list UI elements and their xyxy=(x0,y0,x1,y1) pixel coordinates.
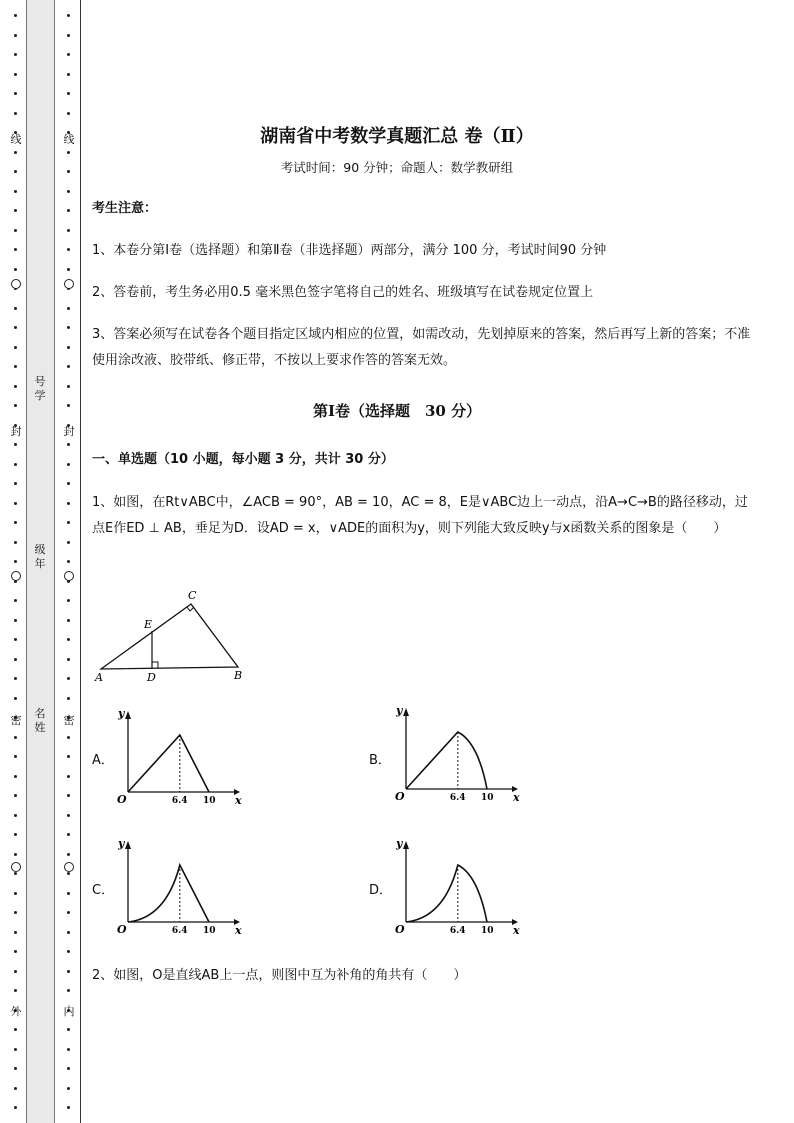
option-c-label[interactable]: C． xyxy=(92,883,115,898)
option-b-label[interactable]: B． xyxy=(369,753,391,768)
outer-label-seal: 封 xyxy=(10,425,22,438)
margin-dot xyxy=(14,53,17,56)
margin-dot xyxy=(14,814,17,817)
margin-dot xyxy=(67,775,70,778)
exam-info: 考试时间：90 分钟；命题人：数学教研组 xyxy=(280,160,514,175)
circle-mark xyxy=(64,571,74,581)
margin-dot xyxy=(67,112,70,115)
margin-dot xyxy=(14,677,17,680)
option-d-graph[interactable] xyxy=(392,835,522,940)
margin-dot xyxy=(67,970,70,973)
margin-dot xyxy=(14,970,17,973)
tick-label-peak: 6.4 xyxy=(171,796,188,806)
margin-dot xyxy=(67,736,70,739)
circle-mark xyxy=(11,862,21,872)
y-axis-label: y xyxy=(396,837,403,850)
y-axis-label: y xyxy=(396,704,403,717)
option-a-graph[interactable] xyxy=(114,705,244,810)
margin-dot xyxy=(14,1048,17,1051)
margin-dot xyxy=(67,443,70,446)
question-1-text: 1、如图，在Rt∨ABC中，∠ACB = 90°，AB = 10，AC = 8，E是∨ABC边上一动点，沿A→C→B的路径移动，过点E作ED ⊥ AB，垂足为D．设AD = x，∨ADE的面积为y，则下列能大致反映y与x函数关系的图象是（ ） xyxy=(92,495,748,536)
margin-dot xyxy=(14,346,17,349)
margin-dot xyxy=(67,229,70,232)
margin-dot xyxy=(67,892,70,895)
margin-dot xyxy=(14,112,17,115)
margin-dot xyxy=(67,209,70,212)
margin-dot xyxy=(67,1067,70,1070)
margin-dot xyxy=(67,1028,70,1031)
margin-dot xyxy=(67,268,70,271)
margin-dot xyxy=(67,73,70,76)
margin-dot xyxy=(67,385,70,388)
margin-dot xyxy=(67,1106,70,1109)
margin-dot xyxy=(67,190,70,193)
margin-dot xyxy=(67,53,70,56)
function-curve xyxy=(406,865,487,922)
margin-dot xyxy=(14,638,17,641)
margin-dot xyxy=(14,248,17,251)
margin-dot xyxy=(67,248,70,251)
x-axis-label: x xyxy=(235,924,242,937)
margin-dot xyxy=(14,736,17,739)
margin-dot xyxy=(14,365,17,368)
vertex-label-d: D xyxy=(147,671,156,684)
function-curve xyxy=(128,735,209,792)
margin-dot xyxy=(14,872,17,875)
margin-dot xyxy=(14,560,17,563)
inner-label-secret: 密 xyxy=(63,714,75,727)
circle-mark xyxy=(64,862,74,872)
margin-dot xyxy=(14,794,17,797)
margin-dot xyxy=(67,814,70,817)
margin-dot xyxy=(14,463,17,466)
tick-label-end: 10 xyxy=(203,926,216,936)
option-d-label[interactable]: D． xyxy=(369,883,393,898)
margin-dot xyxy=(67,346,70,349)
margin-dot xyxy=(14,34,17,37)
outer-label-outside: 外 xyxy=(10,1005,22,1018)
margin-dot xyxy=(14,482,17,485)
y-axis-arrow xyxy=(125,841,131,849)
page-title: 湖南省中考数学真题汇总 卷（Ⅱ） xyxy=(260,126,534,147)
margin-dot xyxy=(67,365,70,368)
margin-dot xyxy=(14,1087,17,1090)
margin-dot xyxy=(67,1087,70,1090)
option-c-graph[interactable] xyxy=(114,835,244,940)
margin-dot xyxy=(14,92,17,95)
margin-dot xyxy=(14,521,17,524)
margin-dot xyxy=(67,658,70,661)
function-curve xyxy=(128,865,209,922)
option-b-graph[interactable] xyxy=(392,702,522,807)
margin-dot xyxy=(67,911,70,914)
notice-item: 2、答卷前，考生务必用0.5 毫米黑色签字笔将自己的姓名、班级填写在试卷规定位置上 xyxy=(92,285,594,300)
margin-dot xyxy=(14,1028,17,1031)
margin-dot xyxy=(67,92,70,95)
circle-mark xyxy=(64,279,74,289)
inner-label-inside: 内 xyxy=(63,1005,75,1018)
margin-dot xyxy=(67,989,70,992)
margin-dot xyxy=(67,833,70,836)
function-curve xyxy=(406,732,487,789)
margin-dot xyxy=(67,307,70,310)
y-axis-label: y xyxy=(118,837,125,850)
margin-dot xyxy=(14,1106,17,1109)
margin-dot xyxy=(14,911,17,914)
margin-dot xyxy=(14,853,17,856)
margin-dot xyxy=(14,1067,17,1070)
notice-item: 1、本卷分第Ⅰ卷（选择题）和第Ⅱ卷（非选择题）两部分，满分 100 分，考试时间90 分钟 xyxy=(92,243,607,258)
x-axis-label: x xyxy=(235,794,242,807)
x-axis-label: x xyxy=(513,924,520,937)
margin-dot xyxy=(14,385,17,388)
margin-dot xyxy=(14,775,17,778)
inner-label-line: 线 xyxy=(63,133,75,146)
margin-dot xyxy=(14,658,17,661)
margin-dot xyxy=(67,502,70,505)
tick-label-end: 10 xyxy=(203,796,216,806)
margin-dot xyxy=(67,853,70,856)
margin-dot xyxy=(67,14,70,17)
origin-label: O xyxy=(117,923,127,936)
margin-dot xyxy=(67,794,70,797)
margin-dot xyxy=(14,950,17,953)
option-a-label[interactable]: A． xyxy=(92,753,114,768)
margin-dot xyxy=(14,229,17,232)
margin-dot xyxy=(67,619,70,622)
inner-label-seal: 封 xyxy=(63,425,75,438)
margin-dot xyxy=(14,892,17,895)
margin-dot xyxy=(67,482,70,485)
margin-dot xyxy=(14,619,17,622)
tick-label-peak: 6.4 xyxy=(449,926,466,936)
margin-dot xyxy=(67,541,70,544)
origin-label: O xyxy=(395,923,405,936)
margin-dot xyxy=(67,677,70,680)
vertex-label-e: E xyxy=(144,618,153,631)
y-axis-label: y xyxy=(118,707,125,720)
margin-dot xyxy=(14,443,17,446)
margin-dot xyxy=(67,1048,70,1051)
margin-dot xyxy=(67,560,70,563)
margin-dot xyxy=(14,14,17,17)
y-axis-arrow xyxy=(403,841,409,849)
tick-label-end: 10 xyxy=(481,793,494,803)
outer-label-secret: 密 xyxy=(10,714,22,727)
question-2-text: 2、如图，O是直线AB上一点，则图中互为补角的角共有（ ） xyxy=(92,968,467,983)
margin-dot xyxy=(67,151,70,154)
part-heading: 一、单选题（10 小题，每小题 3 分，共计 30 分） xyxy=(92,452,394,467)
margin-dot xyxy=(67,697,70,700)
student-number-label: 号学 xyxy=(34,375,46,402)
margin-dot xyxy=(67,599,70,602)
margin-dot xyxy=(67,326,70,329)
class-label: 级年 xyxy=(34,543,46,570)
margin-dot xyxy=(67,463,70,466)
margin-dot xyxy=(67,521,70,524)
tick-label-peak: 6.4 xyxy=(171,926,188,936)
margin-dot xyxy=(14,502,17,505)
notice-heading: 考生注意： xyxy=(92,201,158,216)
margin-dot xyxy=(67,638,70,641)
margin-dot xyxy=(14,73,17,76)
margin-dot xyxy=(14,599,17,602)
margin-dot xyxy=(67,931,70,934)
tick-label-end: 10 xyxy=(481,926,494,936)
y-axis-arrow xyxy=(403,708,409,716)
margin-dot xyxy=(14,307,17,310)
margin-dot xyxy=(14,268,17,271)
circle-mark xyxy=(11,571,21,581)
x-axis-label: x xyxy=(513,791,520,804)
margin-dot xyxy=(67,872,70,875)
origin-label: O xyxy=(117,793,127,806)
vertex-label-c: C xyxy=(188,589,197,602)
margin-dot xyxy=(14,833,17,836)
margin-dot xyxy=(14,697,17,700)
margin-dot xyxy=(14,541,17,544)
notice-item: 3、答案必须写在试卷各个题目指定区域内相应的位置，如需改动，先划掉原来的答案，然后再写上新的答案；不准使用涂改液、胶带纸、修正带，不按以上要求作答的答案无效。 xyxy=(92,327,751,368)
origin-label: O xyxy=(395,790,405,803)
margin-dot xyxy=(14,190,17,193)
vertex-label-b: B xyxy=(234,669,243,682)
outer-label-line: 线 xyxy=(10,133,22,146)
margin-dot xyxy=(14,151,17,154)
margin-dot xyxy=(14,209,17,212)
margin-dot xyxy=(67,950,70,953)
y-axis-arrow xyxy=(125,711,131,719)
circle-mark xyxy=(11,279,21,289)
margin-dot xyxy=(14,989,17,992)
tick-label-peak: 6.4 xyxy=(449,793,466,803)
margin-dot xyxy=(67,755,70,758)
margin-dot xyxy=(14,931,17,934)
triangle-figure xyxy=(92,585,252,685)
margin-dot xyxy=(67,34,70,37)
margin-dot xyxy=(14,755,17,758)
vertex-label-a: A xyxy=(95,671,103,684)
margin-dot xyxy=(14,326,17,329)
name-label: 名姓 xyxy=(34,707,46,734)
section-title: 第Ⅰ卷（选择题 30 分） xyxy=(312,402,482,420)
